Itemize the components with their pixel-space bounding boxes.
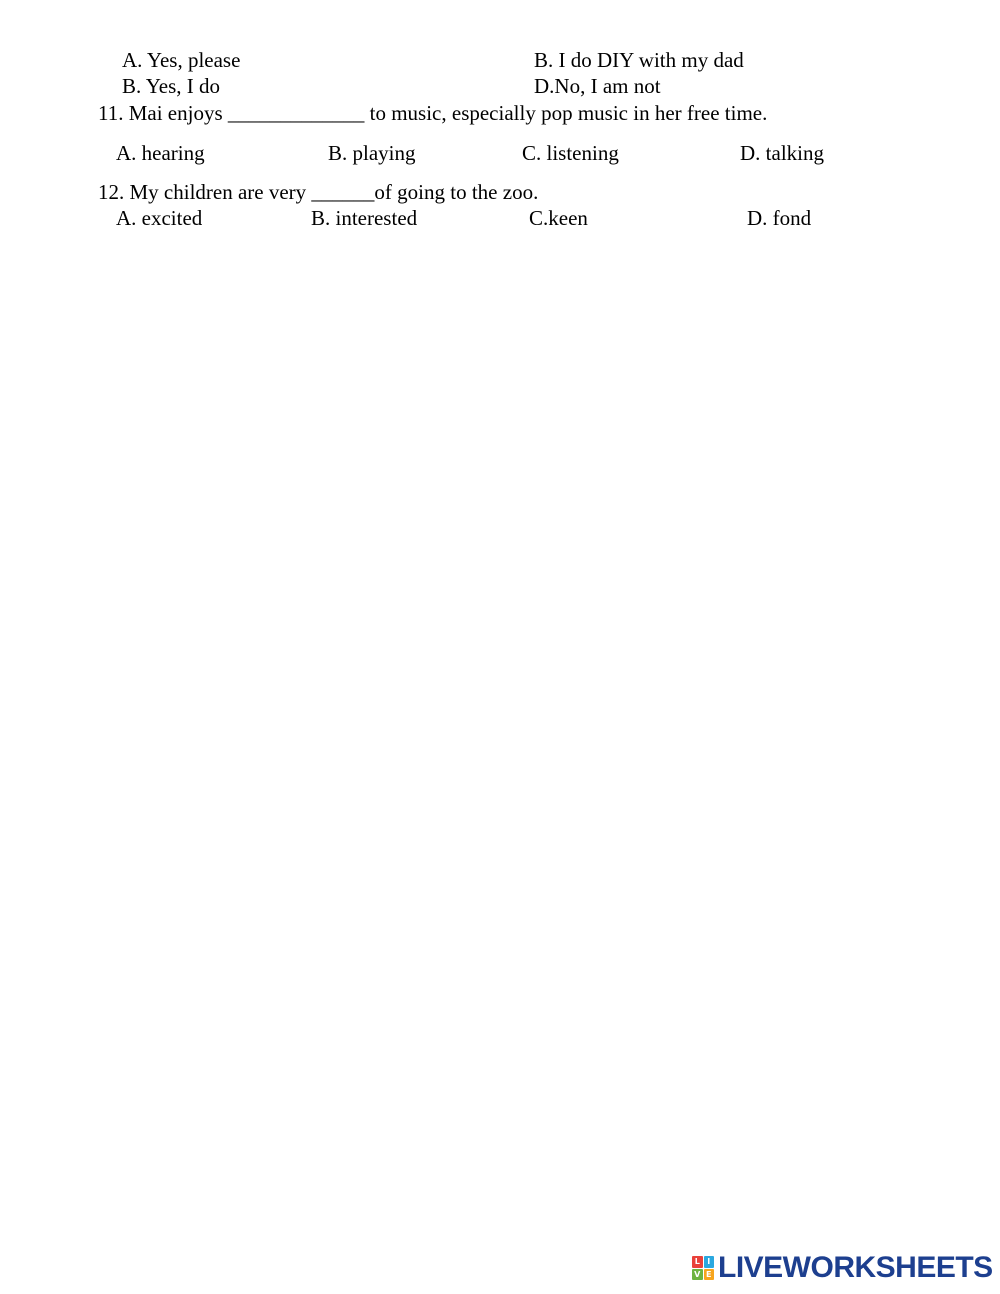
q11-option-c: C. listening <box>522 141 619 165</box>
q10-option-a: A. Yes, please <box>122 48 241 72</box>
q12-option-a: A. excited <box>116 206 203 230</box>
q10-option-b: B. I do DIY with my dad <box>534 48 744 72</box>
q11-option-d: D. talking <box>740 141 824 165</box>
q11-option-b: B. playing <box>328 141 416 165</box>
logo-mark-letter: L <box>692 1256 703 1268</box>
logo-mark-letter: I <box>704 1256 715 1268</box>
q11-question: 11. Mai enjoys _____________ to music, especially pop music in her free time. <box>98 101 768 125</box>
q12-question: 12. My children are very ______of going to the zoo. <box>98 180 539 204</box>
logo-mark-letter: V <box>692 1269 703 1281</box>
liveworksheets-logo <box>692 1252 993 1284</box>
q12-option-b: B. interested <box>311 206 418 230</box>
q11-option-a: A. hearing <box>116 141 205 165</box>
q10-option-c: B. Yes, I do <box>122 74 221 98</box>
q10-option-d: D.No, I am not <box>534 74 661 98</box>
q12-option-c: C.keen <box>529 206 588 230</box>
logo-mark-letter: E <box>704 1269 715 1281</box>
live-mark-icon <box>692 1256 714 1280</box>
logo-text: LIVEWORKSHEETS <box>718 1251 993 1284</box>
q12-option-d: D. fond <box>747 206 812 230</box>
